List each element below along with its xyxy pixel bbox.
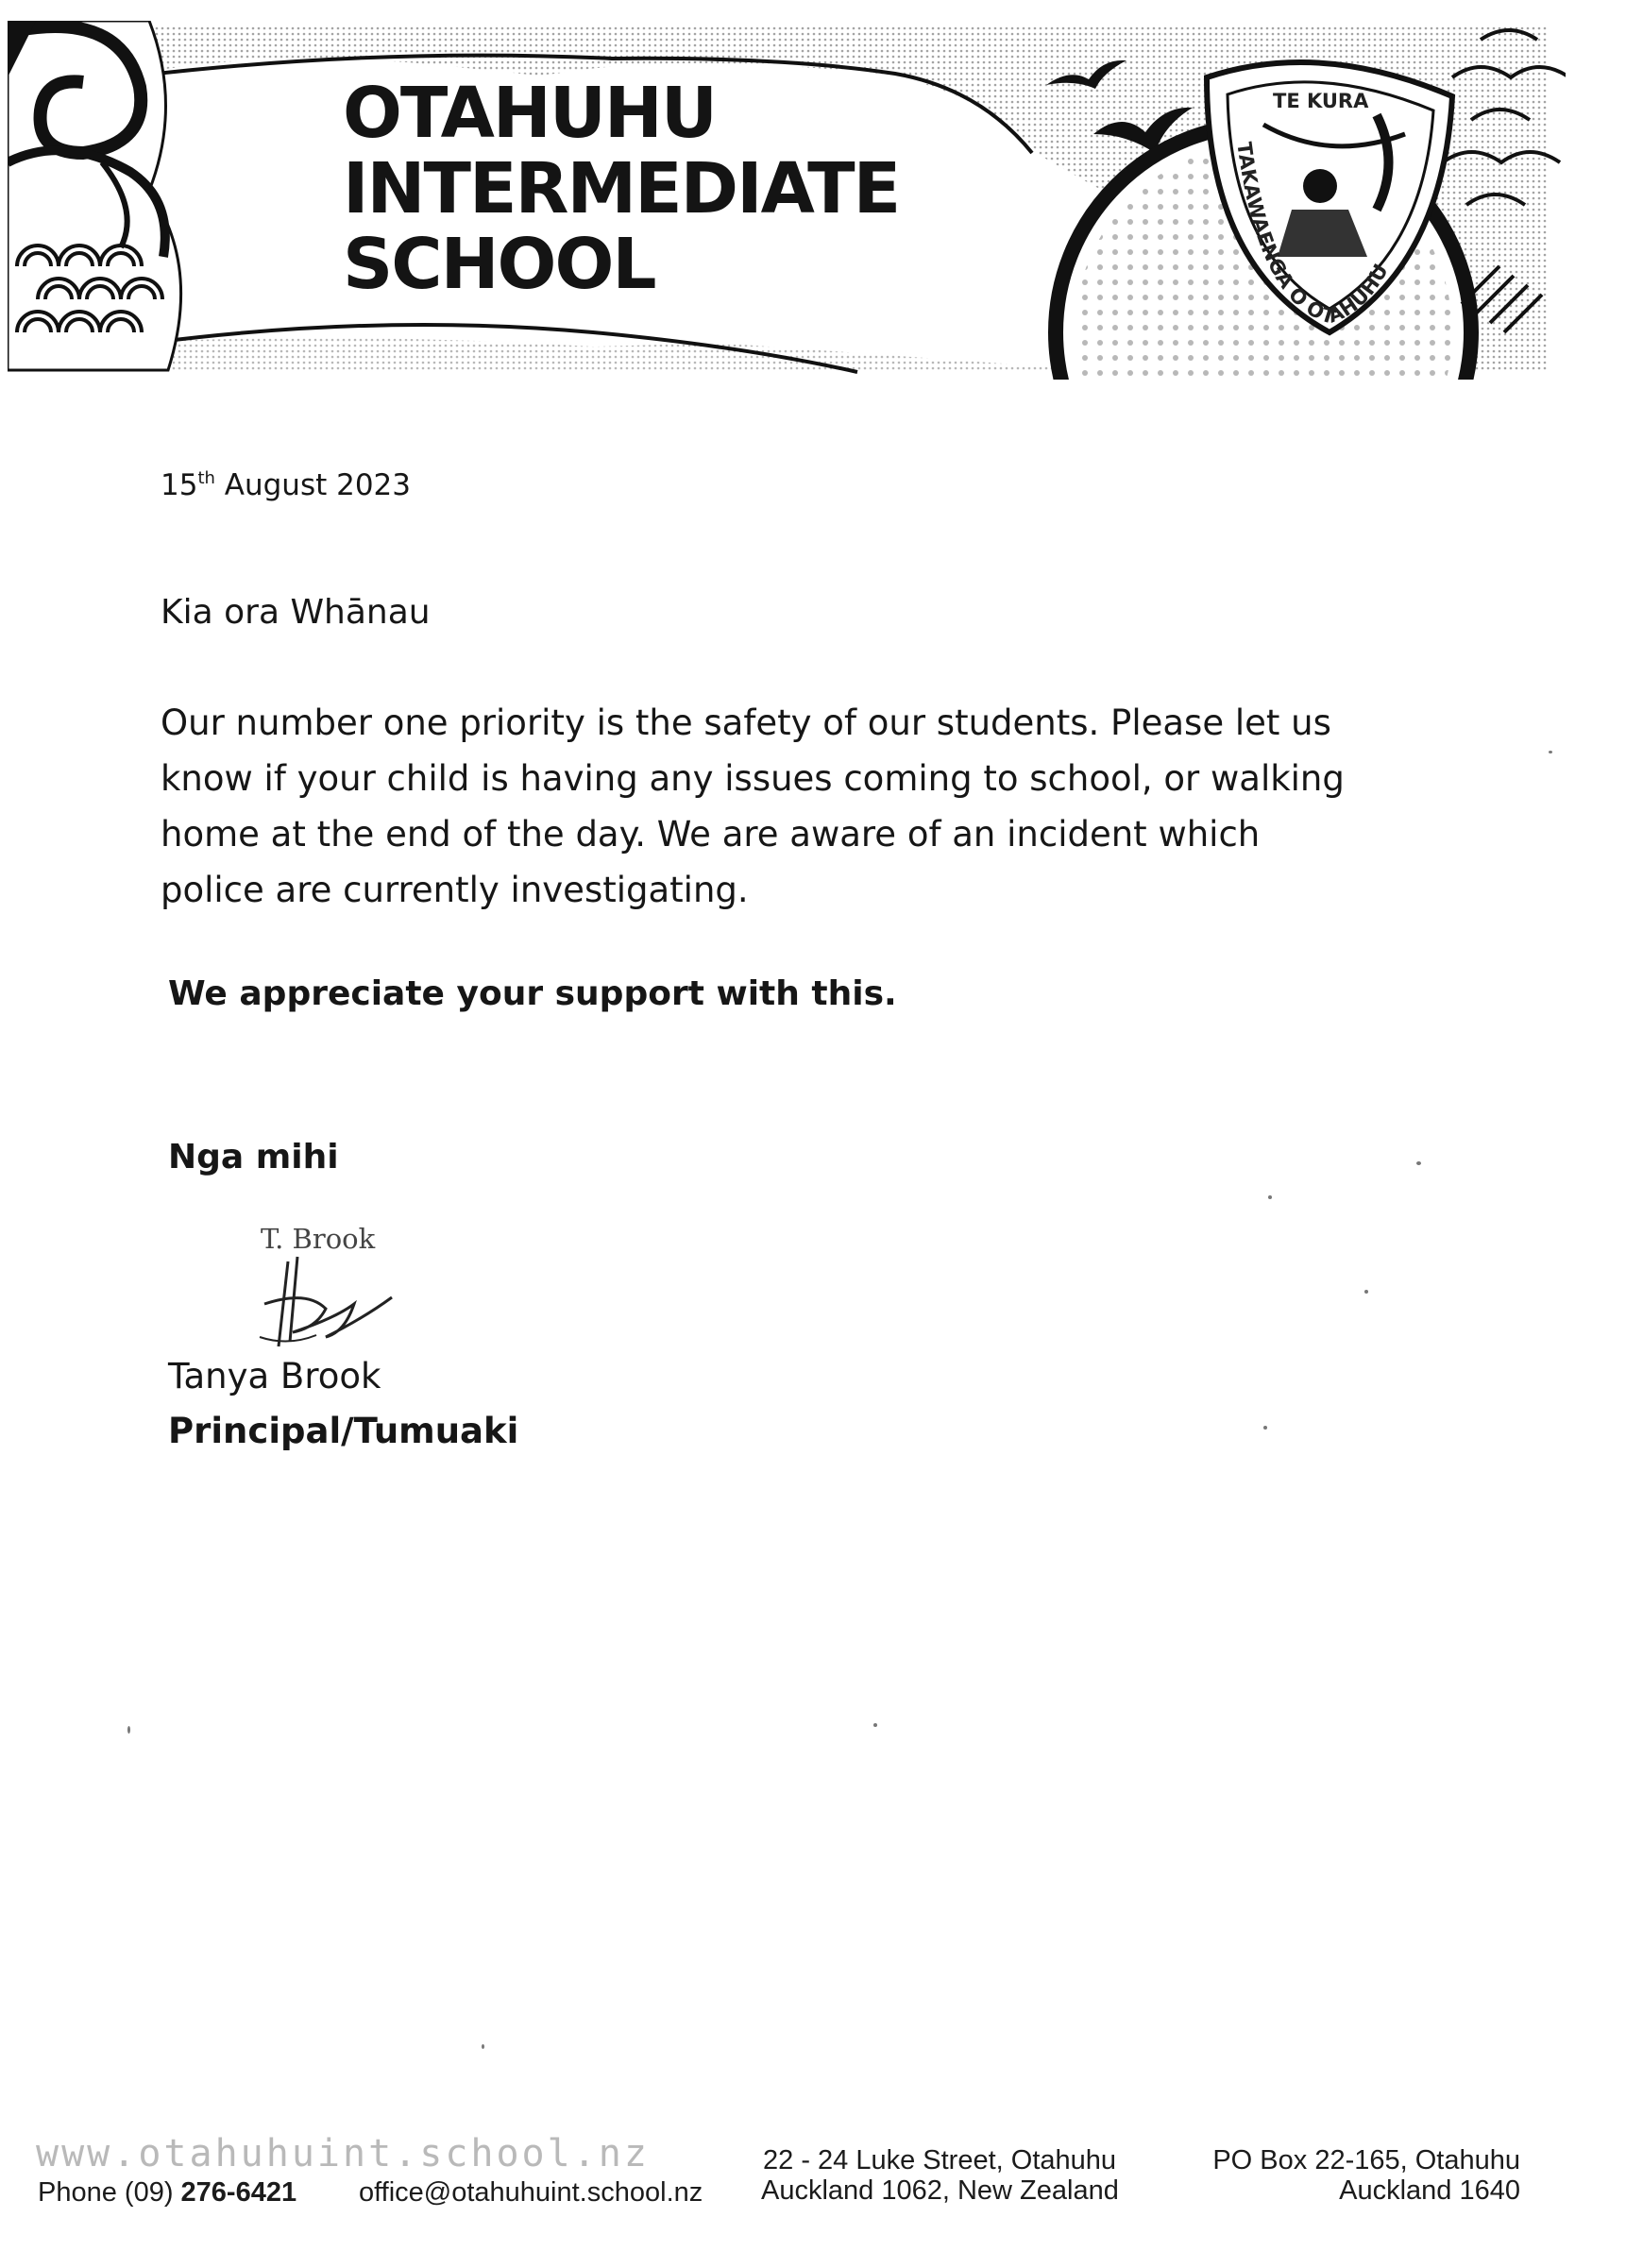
- paragraph-line: home at the end of the day. We are aware of an incident which: [161, 814, 1261, 855]
- signer-name: Tanya Brook: [168, 1356, 381, 1396]
- school-name: [343, 73, 900, 305]
- paragraph-line: know if your child is having any issues coming to school, or walking: [161, 758, 1345, 799]
- footer-address-line-1: 22 - 24 Luke Street, Otahuhu: [763, 2145, 1117, 2175]
- phone-label: Phone (09): [38, 2177, 181, 2208]
- school-name-line-1: OTAHUHU: [343, 73, 716, 154]
- phone-number: 276-6421: [180, 2177, 297, 2208]
- scan-speck: [127, 1726, 130, 1734]
- crest-top-text: TE KURA: [1273, 90, 1369, 112]
- scan-speck: [1364, 1290, 1368, 1294]
- footer-website: www.otahuhuint.school.nz: [36, 2132, 650, 2175]
- appreciation-text: We appreciate your support with this.: [168, 974, 897, 1013]
- scan-speck: [1268, 1195, 1272, 1199]
- crest-ring-text: TAKAWAENGA O OTAHUHU: [1232, 141, 1393, 329]
- main-paragraph: [161, 695, 1345, 918]
- footer-pobox-line-2: Auckland 1640: [1339, 2175, 1520, 2206]
- date-suffix: th: [197, 468, 215, 488]
- school-name-line-3: SCHOOL: [343, 224, 655, 305]
- letter-date: [161, 468, 411, 502]
- signature: [250, 1252, 401, 1356]
- paragraph-line: police are currently investigating.: [161, 870, 749, 910]
- scan-speck: [1416, 1161, 1421, 1165]
- koru-pattern-icon: [8, 21, 181, 370]
- scan-speck: [1549, 751, 1552, 753]
- footer-pobox-line-1: PO Box 22-165, Otahuhu: [1212, 2145, 1520, 2175]
- paragraph-line: Our number one priority is the safety of our students. Please let us: [161, 702, 1331, 743]
- date-day: 15: [161, 468, 198, 502]
- school-name-line-2: INTERMEDIATE: [343, 148, 900, 229]
- footer-phone: [38, 2177, 296, 2209]
- signoff: Nga mihi: [168, 1138, 339, 1176]
- footer-email: office@otahuhuint.school.nz: [359, 2177, 703, 2208]
- signature-caption: T. Brook: [261, 1223, 376, 1255]
- date-month-year: August 2023: [214, 468, 412, 502]
- footer-address-line-2: Auckland 1062, New Zealand: [761, 2175, 1119, 2206]
- signer-role: Principal/Tumuaki: [168, 1411, 519, 1451]
- letterhead-banner: [8, 21, 1566, 380]
- scan-speck: [873, 1723, 877, 1727]
- scan-speck: [1263, 1426, 1267, 1430]
- scan-speck: [482, 2044, 484, 2049]
- greeting: Kia ora Whānau: [161, 593, 431, 632]
